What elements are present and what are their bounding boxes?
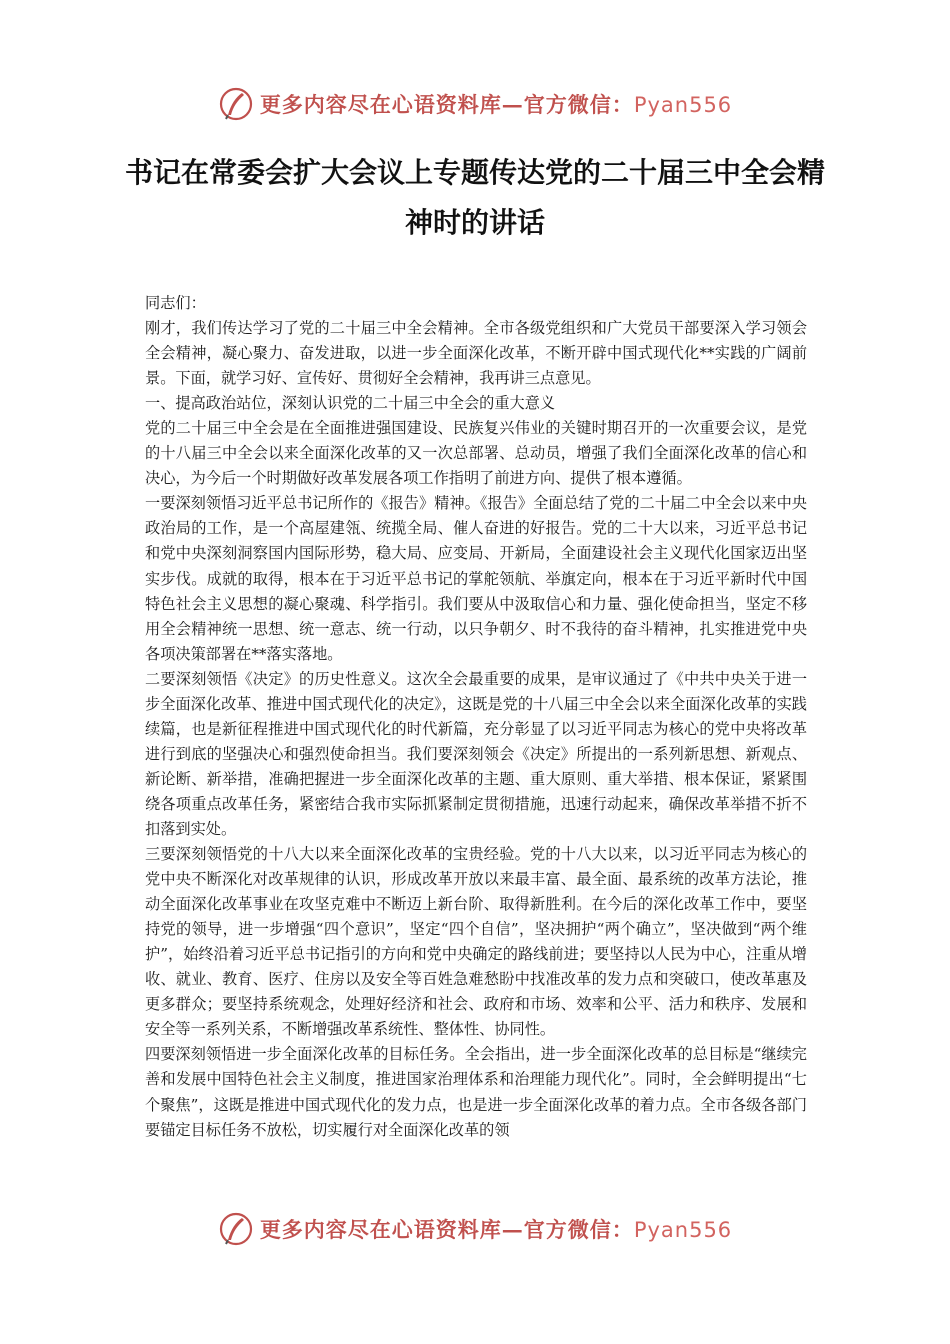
banner-label: 更多内容尽在心语资料库—官方微信： (259, 1217, 634, 1242)
page-title: 书记在常委会扩大会议上专题传达党的二十届三中全会精神时的讲话 (124, 156, 825, 239)
paragraph: 一要深刻领悟习近平总书记所作的《报告》精神。《报告》全面总结了党的二十届二中全会以来中央政治局的工作，是一个高屋建瓴、统揽全局、催人奋进的好报告。党的二十大以来，习近平总书记和党中央深刻洞察国内国际形势，稳大局、应变局、开新局，全面建设社会主义现代化国家迈出坚实步伐。成就的取得，根本在于习近平总书记的掌舵领航、举旗定向，根本在于习近平新时代中国特色社会主义思想的凝心聚魂、科学指引。我们要从中汲取信心和力量、强化使命担当，坚定不移用全会精神统一思想、统一意志、统一行动，以只争朝夕、时不我待的奋斗精神，扎实推进党中央各项决策部署在**落实落地。 (145, 494, 807, 663)
paragraph: 刚才，我们传达学习了党的二十届三中全会精神。全市各级党组织和广大党员干部要深入学习领会全会精神，凝心聚力、奋发进取，以进一步全面深化改革，不断开辟中国式现代化**实践的广阔前景。下面，就学习好、宣传好、贯彻好全会精神，我再讲三点意见。 (145, 319, 807, 388)
banner-text (260, 89, 732, 119)
paragraph: 三要深刻领悟党的十八大以来全面深化改革的宝贵经验。党的十八大以来，以习近平同志为核心的党中央不断深化对改革规律的认识，形成改革开放以来最丰富、最全面、最系统的改革方法论，推动全面深化改革事业在攻坚克难中不断迈上新台阶、取得新胜利。在今后的深化改革工作中，要坚持党的领导，进一步增强“四个意识”，坚定“四个自信”，坚决拥护“两个确立”，坚决做到“两个维护”，始终沿着习近平总书记指引的方向和党中央确定的路线前进；要坚持以人民为中心，注重从增收、就业、教育、医疗、住房以及安全等百姓急难愁盼中找准改革的发力点和突破口，使改革惠及更多群众；要坚持系统观念，处理好经济和社会、政府和市场、效率和公平、活力和秩序、发展和安全等一系列关系，不断增强改革系统性、整体性、协同性。 (145, 845, 807, 1039)
banner-handle: Pyan556 (633, 1218, 733, 1242)
salutation: 同志们： (145, 294, 206, 312)
paragraph: 二要深刻领悟《决定》的历史性意义。这次全会最重要的成果，是审议通过了《中共中央关于进一步全面深化改革、推进中国式现代化的决定》，这既是党的十八届三中全会以来全面深化改革的实践续篇，也是新征程推进中国式现代化的时代新篇，充分彰显了以习近平同志为核心的党中央将改革进行到底的坚强决心和强烈使命担当。我们要深刻领会《决定》所提出的一系列新思想、新观点、新论断、新举措，准确把握进一步全面深化改革的主题、重大原则、重大举措、根本保证，紧紧围绕各项重点改革任务，紧密结合我市实际抓紧制定贯彻措施，迅速行动起来，确保改革举措不折不扣落到实处。 (145, 669, 807, 838)
quill-logo-icon (218, 1211, 254, 1247)
section-heading: 一、提高政治站位，深刻认识党的二十届三中全会的重大意义 (145, 394, 556, 413)
banner-text (260, 1214, 732, 1244)
paragraph: 党的二十届三中全会是在全面推进强国建设、民族复兴伟业的关键时期召开的一次重要会议，是党的十八届三中全会以来全面深化改革的又一次总部署、总动员，增强了我们全面深化改革的信心和决心，为今后一个时期做好改革发展各项工作指明了前进方向、提供了根本遵循。 (145, 419, 807, 488)
banner-label: 更多内容尽在心语资料库—官方微信： (259, 92, 634, 117)
quill-logo-icon (218, 86, 254, 122)
header-banner (0, 82, 950, 126)
document-body (145, 291, 807, 1143)
banner-handle: Pyan556 (633, 93, 733, 117)
footer-banner (0, 1207, 950, 1251)
paragraph: 四要深刻领悟进一步全面深化改革的目标任务。全会指出，进一步全面深化改革的总目标是“继续完善和发展中国特色社会主义制度，推进国家治理体系和治理能力现代化”。同时，全会鲜明提出“七个聚焦”，这既是推进中国式现代化的发力点，也是进一步全面深化改革的着力点。全市各级各部门要锚定目标任务不放松，切实履行对全面深化改革的领 (145, 1045, 807, 1139)
